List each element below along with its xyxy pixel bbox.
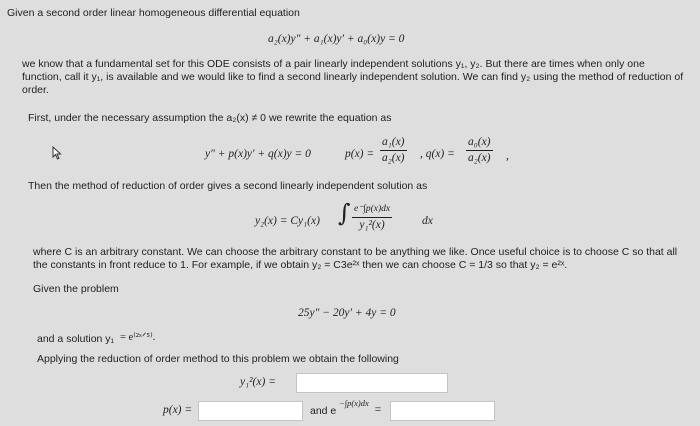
- and-e-label: and e: [310, 405, 337, 417]
- standard-form-equation: y″ + p(x)y′ + q(x)y = 0: [205, 148, 311, 160]
- and-e-exponent: −∫p(x)dx: [339, 398, 369, 408]
- y2-numerator: e⁻∫p(x)dx: [352, 203, 392, 218]
- y2-denominator: y₁²(x): [359, 219, 385, 231]
- paragraph-assumption: First, under the necessary assumption the a₂(x) ≠ 0 we rewrite the equation as: [28, 112, 392, 124]
- p-input[interactable]: [198, 401, 303, 421]
- p-denominator: a₂(x): [382, 152, 405, 164]
- applying-text: Applying the reduction of order method to this problem we obtain the following: [37, 353, 399, 365]
- given-problem-label: Given the problem: [33, 283, 119, 295]
- paragraph-constant: where C is an arbitrary constant. We can choose the arbitrary constant to be anything we like. Once useful choice is to choose C so that all the constants in front reduce to 1. For example, if we obtain y₂ = C3e²ˣ then we can choose C = 1/3 so that y₂ = e²ˣ.: [33, 246, 678, 271]
- p-label: p(x) =: [345, 148, 375, 160]
- y2-lhs: y₂(x) = Cy₁(x): [255, 215, 320, 227]
- intro-text: Given a second order linear homogeneous differential equation: [7, 7, 300, 19]
- q-label: , q(x) =: [420, 148, 455, 160]
- q-fraction: [466, 136, 493, 165]
- p-numerator: a₁(x): [380, 136, 407, 151]
- mouse-pointer-icon: [52, 146, 63, 160]
- solution-prefix: and a solution y₁: [37, 333, 115, 345]
- solution-value: = e⁽²ˣᐟ⁵⁾.: [120, 332, 156, 343]
- dx-label: dx: [422, 215, 433, 227]
- paragraph-method: Then the method of reduction of order gives a second linearly independent solution as: [28, 180, 428, 192]
- p-fraction: [380, 136, 407, 165]
- paragraph-fundamental-set: we know that a fundamental set for this ODE consists of a pair linearly independent solutions y₁, y₂. But there are times when only one function, call it y₁, is available and we would like to find a second linearly independent solution. We can find y₂ using the method of reduction of order.: [22, 58, 684, 96]
- problem-equation: 25y″ − 20y′ + 4y = 0: [298, 307, 396, 319]
- trailing-comma: ,: [506, 150, 509, 162]
- y1-squared-input[interactable]: [296, 373, 448, 393]
- p-answer-label: p(x) =: [163, 404, 193, 416]
- and-e-equals: =: [374, 404, 382, 416]
- exponential-input[interactable]: [390, 401, 495, 421]
- q-denominator: a₂(x): [468, 152, 491, 164]
- y1-squared-label: y₁²(x) =: [240, 376, 276, 388]
- main-equation: a₂(x)y″ + a₁(x)y′ + a₀(x)y = 0: [268, 33, 405, 45]
- q-numerator: a₀(x): [466, 136, 493, 151]
- y2-fraction: [352, 203, 392, 232]
- integral-sign: ∫: [338, 199, 351, 227]
